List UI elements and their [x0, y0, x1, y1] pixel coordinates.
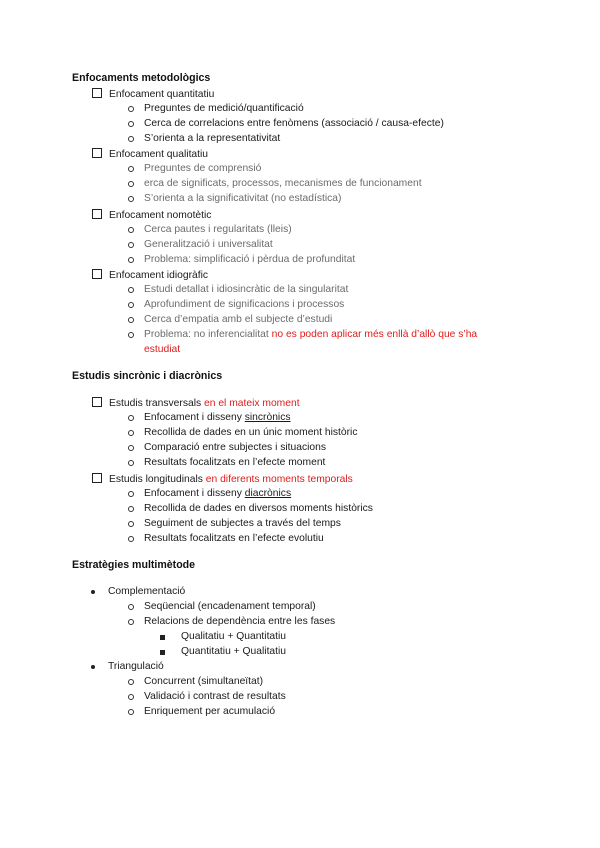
list-item: Preguntes de comprensió: [144, 163, 261, 174]
list-item: Cerca pautes i regularitats (lleis): [144, 224, 292, 235]
circle-bullet-icon: [128, 506, 134, 512]
circle-bullet-icon: [128, 121, 134, 127]
circle-bullet-icon: [128, 242, 134, 248]
list-item: Concurrent (simultaneïtat): [144, 676, 263, 687]
list-item: Relacions de dependència entre les fases: [144, 616, 335, 627]
underlined-text: diacrònics: [244, 488, 292, 499]
square-bullet-icon: [160, 635, 165, 640]
circle-bullet-icon: [128, 302, 134, 308]
circle-bullet-icon: [128, 460, 134, 466]
circle-bullet-icon: [128, 181, 134, 187]
circle-bullet-icon: [128, 166, 134, 172]
circle-bullet-icon: [128, 227, 134, 233]
list-item: erca de significats, processos, mecanismes de funcionament: [144, 178, 422, 189]
list-item: Resultats focalitzats en l’efecte evolutiu: [144, 533, 324, 544]
circle-bullet-icon: [128, 317, 134, 323]
circle-bullet-icon: [128, 287, 134, 293]
checkbox-item-quantitative[interactable]: Enfocament quantitatiu: [92, 88, 214, 100]
list-item: Cerca de correlacions entre fenòmens (associació / causa-efecte): [144, 118, 444, 129]
square-bullet-icon: [160, 650, 165, 655]
list-item: Enriquement per acumulació: [144, 706, 275, 717]
circle-bullet-icon: [128, 332, 134, 338]
circle-bullet-icon: [128, 709, 134, 715]
circle-bullet-icon: [128, 491, 134, 497]
list-item: Problema: no inferencialitat no es poden aplicar més enllà d’allò que s’ha: [144, 329, 477, 340]
list-item: Validació i contrast de resultats: [144, 691, 286, 702]
circle-bullet-icon: [128, 445, 134, 451]
circle-bullet-icon: [128, 536, 134, 542]
list-item: Comparació entre subjectes i situacions: [144, 442, 326, 453]
list-item: Qualitatiu + Quantitatiu: [181, 631, 286, 642]
bullet-icon: [91, 665, 95, 669]
list-item: Enfocament i disseny sincrònics: [144, 412, 291, 423]
list-item: Preguntes de medició/quantificació: [144, 103, 304, 114]
list-item: Recollida de dades en un únic moment històric: [144, 427, 358, 438]
highlight-text: en diferents moments temporals: [205, 474, 353, 485]
circle-bullet-icon: [128, 257, 134, 263]
list-item: Cerca d’empatia amb el subjecte d’estudi: [144, 314, 332, 325]
checkbox-item-idiographic[interactable]: Enfocament idiogràfic: [92, 269, 208, 281]
checkbox-icon[interactable]: [92, 88, 102, 98]
circle-bullet-icon: [128, 430, 134, 436]
list-item: S’orienta a la representativitat: [144, 133, 280, 144]
checkbox-icon[interactable]: [92, 148, 102, 158]
highlight-text: en el mateix moment: [204, 398, 300, 409]
bullet-item-triangulation: Triangulació: [108, 661, 164, 672]
list-item: Estudi detallat i idiosincràtic de la singularitat: [144, 284, 348, 295]
list-item: Quantitatiu + Qualitatiu: [181, 646, 286, 657]
circle-bullet-icon: [128, 196, 134, 202]
circle-bullet-icon: [128, 521, 134, 527]
section-heading-multimethod: Estratègies multimètode: [72, 559, 196, 571]
list-item: Recollida de dades en diversos moments històrics: [144, 503, 373, 514]
list-item: Resultats focalitzats en l’efecte moment: [144, 457, 325, 468]
bullet-item-complementation: Complementació: [108, 586, 185, 597]
circle-bullet-icon: [128, 106, 134, 112]
circle-bullet-icon: [128, 136, 134, 142]
checkbox-icon[interactable]: [92, 397, 102, 407]
list-item: Seguiment de subjectes a través del temps: [144, 518, 341, 529]
highlight-text: no es poden aplicar més enllà d’allò que s’ha: [271, 329, 478, 340]
circle-bullet-icon: [128, 694, 134, 700]
underlined-text: sincrònics: [244, 412, 291, 423]
list-item: S’orienta a la significativitat (no estadística): [144, 193, 341, 204]
circle-bullet-icon: [128, 415, 134, 421]
list-item-continuation: estudiat: [144, 344, 181, 355]
checkbox-icon[interactable]: [92, 473, 102, 483]
checkbox-item-transversal[interactable]: Estudis transversals en el mateix moment: [92, 397, 300, 409]
section-heading-sync-diachronic: Estudis sincrònic i diacrònics: [72, 370, 223, 382]
list-item: Seqüencial (encadenament temporal): [144, 601, 316, 612]
checkbox-item-longitudinal[interactable]: Estudis longitudinals en diferents moments temporals: [92, 473, 353, 485]
list-item: Problema: simplificació i pèrdua de profunditat: [144, 254, 355, 265]
bullet-icon: [91, 590, 95, 594]
list-item: Generalització i universalitat: [144, 239, 273, 250]
section-heading-methodological: Enfocaments metodològics: [72, 72, 211, 84]
list-item: Aprofundiment de significacions i processos: [144, 299, 344, 310]
circle-bullet-icon: [128, 619, 134, 625]
checkbox-icon[interactable]: [92, 269, 102, 279]
circle-bullet-icon: [128, 604, 134, 610]
checkbox-item-nomothetic[interactable]: Enfocament nomotètic: [92, 209, 211, 221]
circle-bullet-icon: [128, 679, 134, 685]
checkbox-item-qualitative[interactable]: Enfocament qualitatiu: [92, 148, 208, 160]
checkbox-icon[interactable]: [92, 209, 102, 219]
list-item: Enfocament i disseny diacrònics: [144, 488, 291, 499]
